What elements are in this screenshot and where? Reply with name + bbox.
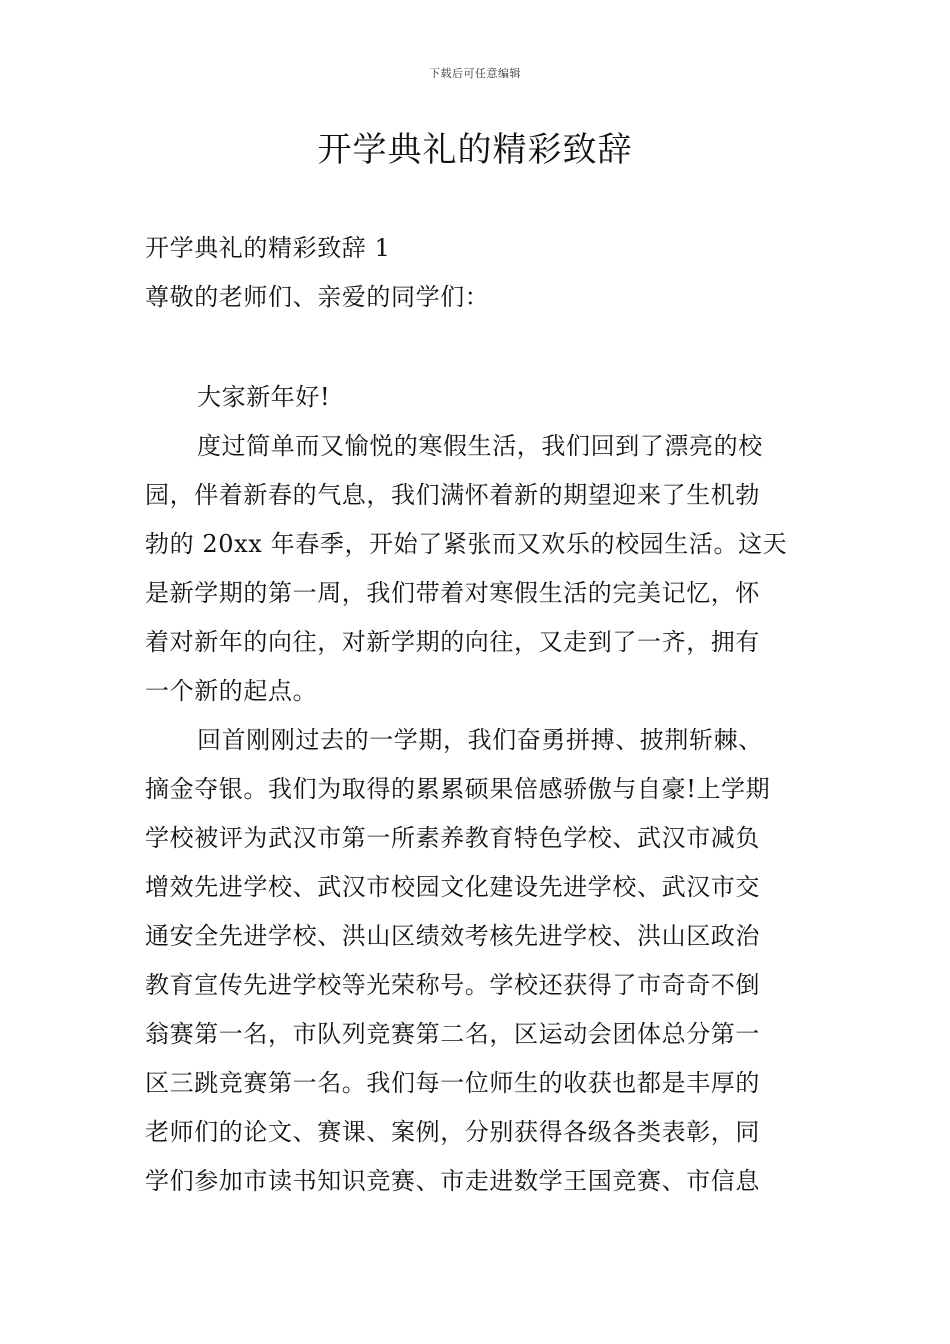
speech-body [145, 373, 810, 1206]
paragraph-line: 通安全先进学校、洪山区绩效考核先进学校、洪山区政治 [145, 922, 760, 950]
paragraph-line: 园，伴着新春的气息，我们满怀着新的期望迎来了生机勃 [145, 481, 760, 509]
header-note: 下载后可任意编辑 [429, 67, 521, 80]
paragraph-line: 摘金夺银。我们为取得的累累硕果倍感骄傲与自豪!上学期 [145, 775, 771, 803]
paragraph-line: 勃的 20xx 年春季，开始了紧张而又欢乐的校园生活。这天 [145, 530, 788, 558]
paragraph-line: 是新学期的第一周，我们带着对寒假生活的完美记忆，怀 [145, 579, 760, 607]
paragraph-line: 一个新的起点。 [145, 677, 318, 705]
paragraph-1 [145, 422, 810, 716]
paragraph-line: 翁赛第一名，市队列竞赛第二名，区运动会团体总分第一 [145, 1020, 760, 1048]
paragraph-2 [145, 716, 810, 1206]
paragraph-line: 老师们的论文、赛课、案例，分别获得各级各类表彰，同 [145, 1118, 760, 1146]
section-subtitle: 开学典礼的精彩致辞 1 [145, 234, 391, 262]
paragraph-line: 教育宣传先进学校等光荣称号。学校还获得了市奇奇不倒 [145, 971, 760, 999]
paragraph-line: 学校被评为武汉市第一所素养教育特色学校、武汉市减负 [145, 824, 760, 852]
intro-block [145, 224, 810, 322]
paragraph-line: 区三跳竞赛第一名。我们每一位师生的收获也都是丰厚的 [145, 1069, 760, 1097]
paragraph-line: 度过简单而又愉悦的寒假生活，我们回到了漂亮的校 [197, 432, 763, 460]
document-title: 开学典礼的精彩致辞 [317, 130, 633, 170]
greeting: 大家新年好! [197, 383, 331, 411]
salutation: 尊敬的老师们、亲爱的同学们： [145, 283, 490, 311]
paragraph-line: 学们参加市读书知识竞赛、市走进数学王国竞赛、市信息 [145, 1167, 760, 1195]
paragraph-line: 增效先进学校、武汉市校园文化建设先进学校、武汉市交 [145, 873, 760, 901]
paragraph-line: 着对新年的向往，对新学期的向往，又走到了一齐，拥有 [145, 628, 760, 656]
paragraph-line: 回首刚刚过去的一学期，我们奋勇拼搏、披荆斩棘、 [197, 726, 763, 754]
